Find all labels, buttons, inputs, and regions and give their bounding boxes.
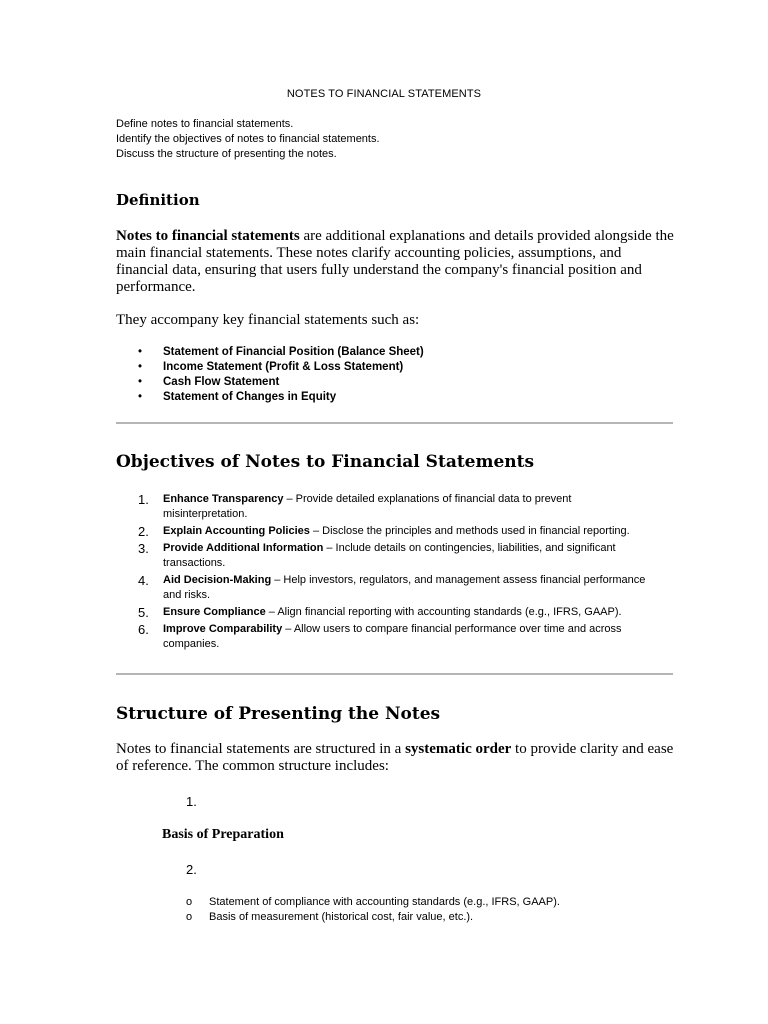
structure-intro-text: Notes to financial statements are structured in a: [116, 741, 406, 757]
definition-paragraph: [116, 228, 676, 296]
objectives-list: [138, 492, 658, 654]
step-number: 1.: [186, 794, 197, 809]
item-text: Basis of measurement (historical cost, fair value, etc.).: [209, 911, 474, 923]
document-title: NOTES TO FINANCIAL STATEMENTS: [286, 88, 482, 100]
definition-text: are additional explanations and details provided alongside the main financial statements. These notes clarify accounting policies, assumptions, and financial data, ensuring that users fully understand the company's financial position and performance.: [116, 228, 674, 295]
item-number: 2.: [138, 524, 149, 539]
intro-line: Define notes to financial statements.: [116, 118, 294, 130]
list-marker: o: [186, 911, 193, 923]
step-number: 2.: [186, 862, 197, 877]
item-title: Ensure Compliance: [163, 606, 266, 618]
list-item: [138, 492, 658, 522]
item-title: Enhance Transparency: [163, 493, 284, 505]
item-text: Statement of compliance with accounting standards (e.g., IFRS, GAAP).: [209, 896, 560, 908]
item-text: – Allow users to compare financial performance over time and across companies.: [163, 623, 622, 650]
list-item: • Statement of Changes in Equity: [138, 390, 424, 405]
item-number: 5.: [138, 605, 149, 620]
basis-of-preparation-heading: Basis of Preparation: [162, 827, 284, 842]
item-title: Aid Decision-Making: [163, 574, 272, 586]
intro-line: Identify the objectives of notes to financial statements.: [116, 133, 380, 145]
section-divider: [116, 673, 673, 675]
item-text: – Include details on contingencies, liabilities, and significant transactions.: [163, 542, 616, 569]
structure-intro-text: to provide clarity and ease of reference. The common structure includes:: [116, 741, 674, 774]
item-title: Improve Comparability: [163, 623, 283, 635]
item-text: – Disclose the principles and methods used in financial reporting.: [309, 525, 630, 537]
item-text: – Help investors, regulators, and management assess financial performance and risks.: [163, 574, 646, 601]
structure-heading: Structure of Presenting the Notes: [116, 704, 441, 724]
item-number: 3.: [138, 541, 149, 556]
list-item: • Cash Flow Statement: [138, 375, 424, 390]
basis-sub-list: [186, 895, 560, 925]
section-divider: [116, 422, 673, 424]
list-item: [138, 524, 658, 539]
item-number: 4.: [138, 573, 149, 588]
item-number: 6.: [138, 622, 149, 637]
list-item: [186, 895, 560, 910]
list-item: • Income Statement (Profit & Loss Statement): [138, 360, 424, 375]
list-item: [138, 573, 658, 603]
list-item: [138, 622, 658, 652]
statements-list: [138, 345, 424, 405]
definition-heading: Definition: [116, 191, 200, 209]
item-text: – Align financial reporting with accounting standards (e.g., IFRS, GAAP).: [265, 606, 622, 618]
structure-intro-bold: systematic order: [405, 741, 512, 757]
list-item: [186, 910, 560, 925]
list-item: [138, 541, 658, 571]
item-text: – Provide detailed explanations of financial data to prevent misinterpretation.: [163, 493, 572, 520]
accompany-text: They accompany key financial statements such as:: [116, 312, 420, 328]
learning-objectives: [116, 117, 380, 162]
list-item: [138, 605, 658, 620]
structure-intro: [116, 741, 676, 775]
definition-term: Notes to financial statements: [116, 228, 300, 244]
item-number: 1.: [138, 492, 149, 507]
item-title: Provide Additional Information: [163, 542, 324, 554]
objectives-heading: Objectives of Notes to Financial Statements: [116, 452, 535, 472]
item-title: Explain Accounting Policies: [163, 525, 310, 537]
list-item: • Statement of Financial Position (Balance Sheet): [138, 345, 424, 360]
intro-line: Discuss the structure of presenting the notes.: [116, 148, 337, 160]
list-marker: o: [186, 896, 193, 908]
